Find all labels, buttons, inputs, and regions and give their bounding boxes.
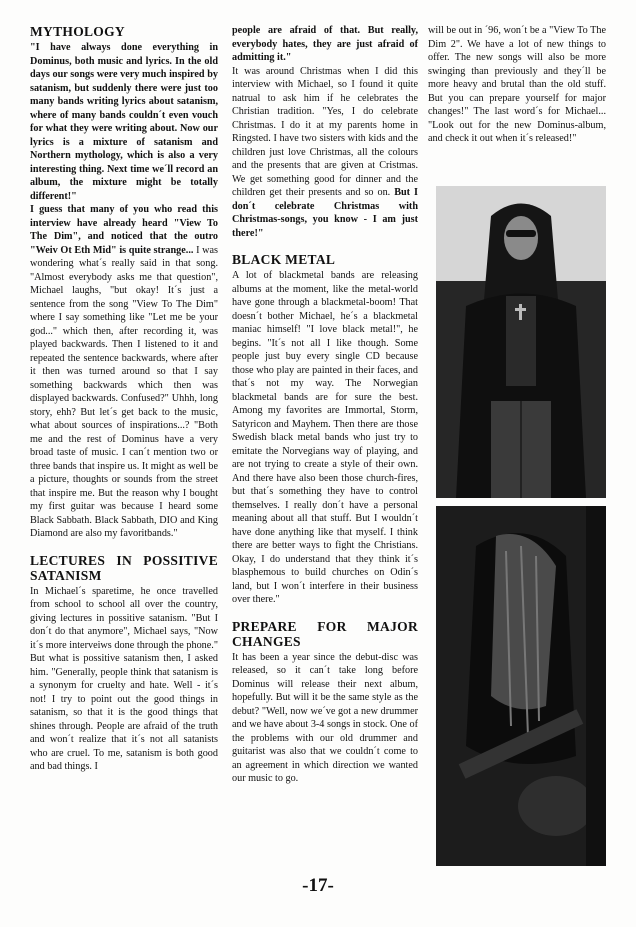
heading-black-metal: BLACK METAL: [232, 252, 336, 267]
guitarist-silhouette: [436, 506, 606, 866]
major-changes-paragraph: It has been a year since the debut-disc was released, so it can´t take long before Dominus will release their next album, hopefully. But will it be the same style as the debut? "Well, now we´ve got a new drummer and we have about 3-4 songs in stock. One of the problems with our old drummer and guitarist was also that we couldn´t come to an agreement in which direction we wanted our music to go.: [232, 651, 418, 784]
continued-paragraph: people are afraid of that. But really, everybody hates, they are just afraid of admitting it.": [232, 25, 418, 63]
lectures-paragraph: In Michael´s sparetime, he once travelled from school to school all over the country, giving lectures in possitive satanism. "But I don´t do that anymore", Michael says, "Now it´s more interveiws done through the phone." But what is possitive satanism then, I asked him. "Generally, people think that satanism is a synonym for cruelty and hate. Well - it´s not! I try to point out the good things in satanism, so that it is the good things that shines through. People are afraid of the truth and won´t realize that it´s not all satanists who are cruel. To me, satanism is both good and bad things. I: [30, 585, 218, 772]
band-member-photo: [436, 186, 606, 498]
mythology-paragraph-2: I guess that many of you who read this interview have already heard "View To The Dim", and noticed that the outro "Weiv Ot Eth Mid" is quite strange... I was wondering what´s really said in that song. "Almost everybody asks me that question", Michael laughs, "but okay! It´s just a sentence from the song "View To The Dim" where I say something like "Let me be your god..." which then, after recording it, was played backwards. Then I listened to it and repeated the sentence backwards, where after it then was turned around so that I say something backwards which then was displayed backwards. Confused?" Uhhh, long story, ehh? But let´s get back to the music, what about sources of inspirations...? "Both me and the rest of Dominus have a very broad taste of music. I can´t mention two or three bands that inspire us. It might as well be a picture, thoughts or sounds from the street that inspire me. But the reason why I bought my first guitar was because I heard some Black Sabbath. Black Sabbath, DIO and King Diamond are also my favoritbands.": [30, 204, 218, 539]
closing-paragraph: will be out in ´96, won´t be a "View To The Dim 2". We have a lot of new things to offer. The new songs will also be more swinging than previously and they´ll be more heavy and brutal than the old stuff. But you can prepare yourself for major changes!" The last word´s for Michael... "Look out for the new Dominus-album, and check it out when it´s released!": [428, 25, 606, 144]
heading-lectures: LECTURES IN POSSITIVE SATANISM: [30, 552, 218, 583]
christmas-paragraph: It was around Christmas when I did this interview with Michael, so I found it quite natrual to ask him if he celebrates the Christian tradition. "Yes, I do celebrate Christmas. I do it at my parents home in Ringsted. I have two sisters with kids and the children just love Christmas, all the colours and the presents that are given at Cristmas. We get something good for dinner and the children get their presents and so on. But I don´t celebrate Christmas with Christmas-songs, you know - I am just there!": [232, 65, 418, 239]
heading-mythology: MYTHOLOGY: [30, 24, 125, 39]
mythology-paragraph-1: "I have always done everything in Dominus, both music and lyrics. In the old days our songs were very much inspired by satanism, but suddenly there were just too many bands writing lyrics about satanism, where of many bands couldn´t even vouch for what they were writing about. Now our lyrics is a mixture of satanism and Northern mythology, which is also a very interesting thing. Next time we´ll record an album, the mixture might be totally different!": [30, 42, 218, 202]
page-number: -17-: [302, 875, 334, 896]
black-metal-paragraph: A lot of blackmetal bands are releasing albums at the moment, like the metal-world have gone through a blackmetal-boom! That doesn´t bother Michael, he´s a blackmetal maniac himself! "I love black metal!", he begins. "It´s not all I like though. Some people just buy every single CD because those who play are painted in their faces, and that´s not my way. The Norwegian blackmetal bands are for sure the best. Among my favorites are Immortal, Storm, Satyricon and Mayhem. Then there are those Swedish black metal bands who just try to emitate the Norvegians way of playing, and are not trying to create a style of their own. And there have also been those church-fires, but that´s something they have to control themselves. I really don´t have a personal meaning about all that stuff. But I wouldn´t have done anything like that myself. I think there are better ways to fight the Christians. Okay, I do understand that they think it´s blasphemous to build churches on Odin´s land, but I won´t interfere in their business over there.": [232, 270, 418, 605]
heading-major-changes: PREPARE FOR MAJOR CHANGES: [232, 618, 418, 649]
band-member-silhouette: [436, 186, 606, 498]
column-2: [232, 24, 418, 786]
column-1: [30, 24, 218, 774]
column-3: [428, 24, 606, 146]
live-guitar-photo: [436, 506, 606, 866]
